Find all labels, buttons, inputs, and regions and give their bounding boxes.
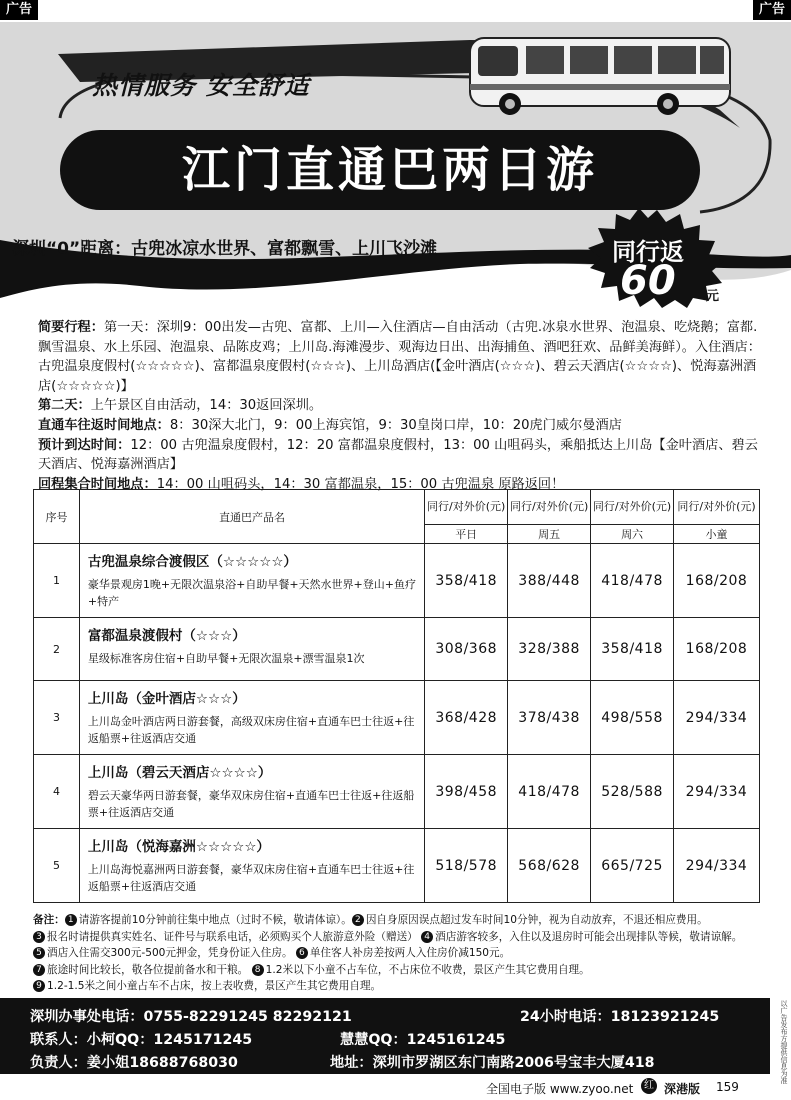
row-no: 4 — [34, 755, 80, 829]
price-child: 294/334 — [674, 755, 760, 829]
sub-header-friday: 周五 — [508, 525, 591, 544]
brief-label: 简要行程： — [38, 320, 104, 335]
note-item: 因自身原因误点超过发车时间10分钟，视为自动放弃，不退还相应费用。 — [365, 914, 708, 926]
notes-line — [33, 978, 768, 995]
row-no: 1 — [34, 544, 80, 618]
itinerary-bus — [38, 416, 768, 436]
note-number-icon: 6 — [296, 947, 308, 959]
footer-website: 全国电子版 www.zyoo.net — [486, 1082, 634, 1096]
notes-line — [33, 945, 768, 962]
page-number: 159 — [716, 1080, 739, 1094]
sub-header-child: 小童 — [674, 525, 760, 544]
note-number-icon: 7 — [33, 964, 45, 976]
row-no: 5 — [34, 829, 80, 903]
side-note: 以广告发布方提供信息为准 — [780, 1000, 788, 1084]
price-child: 168/208 — [674, 618, 760, 681]
table-row — [34, 681, 760, 755]
header-banner — [0, 0, 791, 312]
product-desc: 碧云天豪华两日游套餐，豪华双床房住宿+直通车巴士往返+往返船票+往返酒店交通 — [87, 789, 415, 819]
notes-line — [33, 929, 768, 946]
product-name: 富都温泉渡假村（☆☆☆） — [87, 628, 246, 644]
price-friday: 568/628 — [508, 829, 591, 903]
badge-unit: 元 — [706, 289, 720, 304]
itinerary-brief — [38, 318, 768, 396]
product-name: 古兜温泉综合渡假区（☆☆☆☆☆） — [87, 554, 297, 570]
row-no: 2 — [34, 618, 80, 681]
product-desc: 上川岛海悦嘉洲两日游套餐，豪华双床房住宿+直通车巴士往返+往返船票+往返酒店交通 — [87, 863, 415, 893]
page-title: 江门直通巴两日游 — [181, 142, 598, 198]
itinerary-day2 — [38, 396, 768, 416]
day2-label: 第二天： — [38, 398, 91, 414]
contact-person: 联系人：小柯QQ：1245171245 — [30, 1032, 253, 1048]
return-text: 14：00 山咀码头，14：30 富都温泉，15：00 古兜温泉 原路返回！ — [156, 476, 565, 492]
return-label: 回程集合时间地点： — [38, 476, 157, 492]
notes-label: 备注： — [33, 914, 65, 926]
brief-text: 第一天：深圳9：00出发—古兜、富都、上川—入住酒店—自由活动（古兜.冰泉水世界、泡温泉、吃烧鹅；富都.飘雪温泉、水上乐园、泡温泉、品陈皮鸡；上川岛.海滩漫步、观海边日出、出海捕鱼、酒吧狂欢、品鲜美海鲜）。入住酒店：古兜温泉度假村(☆☆☆☆☆)、富都温泉度假村(☆☆☆)、上川岛酒店(【金叶酒店(☆☆☆)、碧云天酒店(☆☆☆☆)、悦海嘉洲酒店(☆☆☆☆☆)】 — [38, 320, 761, 394]
notes — [33, 912, 768, 995]
manager: 负责人：姜小姐18688768030 — [30, 1055, 238, 1071]
note-item: 报名时请提供真实姓名、证件号与联系电话，必须购买个人旅游意外险（赠送） — [47, 930, 418, 943]
hotline-phone: 24小时电话：18123921245 — [520, 1009, 720, 1025]
price-child: 294/334 — [674, 829, 760, 903]
badge-label: 同行返 — [612, 238, 684, 266]
ad-tag-right: 广告 — [753, 0, 791, 20]
price-friday: 388/448 — [508, 544, 591, 618]
price-weekday: 358/418 — [425, 544, 508, 618]
product-cell — [79, 681, 424, 755]
price-saturday: 528/588 — [591, 755, 674, 829]
badge-number: 60 — [620, 258, 676, 304]
price-child: 168/208 — [674, 544, 760, 618]
product-desc: 上川岛金叶酒店两日游套餐，高级双床房住宿+直通车巴士往返+往返船票+往返酒店交通 — [87, 715, 415, 745]
price-weekday: 368/428 — [425, 681, 508, 755]
price-weekday: 518/578 — [425, 829, 508, 903]
note-item: 酒店游客较多，入住以及退房时可能会出现排队等候，敬请谅解。 — [435, 930, 743, 943]
footer-edition: 深港版 — [664, 1082, 701, 1096]
price-weekday: 308/368 — [425, 618, 508, 681]
price-child: 294/334 — [674, 681, 760, 755]
col-no-header: 序号 — [34, 490, 80, 544]
price-saturday: 498/558 — [591, 681, 674, 755]
ad-tag-left: 广告 — [0, 0, 38, 20]
price-table — [33, 489, 760, 903]
product-cell — [79, 755, 424, 829]
bus-text: 8：30深大北门，9：00上海宾馆，9：30皇岗口岸，10：20虎门威尔曼酒店 — [169, 417, 622, 433]
contact-bar — [0, 998, 770, 1074]
day2-text: 上午景区自由活动，14：30返回深圳。 — [90, 398, 323, 414]
price-header: 同行/对外价(元) — [425, 490, 508, 525]
product-cell — [79, 618, 424, 681]
notes-line — [33, 912, 768, 929]
table-row — [34, 829, 760, 903]
col-product-header: 直通巴产品名 — [79, 490, 424, 544]
note-number-icon: 9 — [33, 980, 45, 992]
note-item: 请游客提前10分钟前往集中地点（过时不候，敬请体谅）。 — [78, 914, 352, 926]
contact-qq2: 慧慧QQ：1245161245 — [340, 1032, 506, 1048]
product-name: 上川岛（悦海嘉洲☆☆☆☆☆） — [87, 839, 270, 855]
product-cell — [79, 544, 424, 618]
sub-header-saturday: 周六 — [591, 525, 674, 544]
notes-line — [33, 962, 768, 979]
product-name: 上川岛（金叶酒店☆☆☆） — [87, 691, 246, 707]
arrive-text: 12：00 古兜温泉度假村，12：20 富都温泉度假村，13：00 山咀码头，乘船抵达上川岛【金叶酒店、碧云天酒店、悦海嘉洲酒店】 — [38, 437, 758, 473]
table-row — [34, 755, 760, 829]
price-friday: 378/438 — [508, 681, 591, 755]
price-saturday: 358/418 — [591, 618, 674, 681]
table-row — [34, 618, 760, 681]
price-saturday: 665/725 — [591, 829, 674, 903]
price-header: 同行/对外价(元) — [674, 490, 760, 525]
itinerary — [38, 318, 768, 494]
table-row — [34, 544, 760, 618]
note-number-icon: 8 — [252, 964, 264, 976]
price-weekday: 398/458 — [425, 755, 508, 829]
product-desc: 豪华景观房1晚+无限次温泉浴+自助早餐+天然水世界+登山+鱼疗+特产 — [87, 578, 416, 608]
office-phone: 深圳办事处电话：0755-82291245 82292121 — [30, 1009, 352, 1025]
bus-illustration — [470, 38, 730, 115]
price-saturday: 418/478 — [591, 544, 674, 618]
note-item: 1.2-1.5米之间小童占车不占床，按上表收费，景区产生其它费用自理。 — [47, 980, 382, 992]
note-number-icon: 1 — [65, 914, 77, 926]
subtitle: 深圳“0”距离：古兜冰凉水世界、富都飘雪、上川飞沙滩 — [12, 239, 438, 259]
slogan: 热情服务 安全舒适 — [92, 71, 310, 100]
sub-header-weekday: 平日 — [425, 525, 508, 544]
row-no: 3 — [34, 681, 80, 755]
price-friday: 418/478 — [508, 755, 591, 829]
note-number-icon: 4 — [421, 931, 433, 943]
note-item: 酒店入住需交300元-500元押金，凭身份证入住房。 — [47, 947, 293, 959]
product-cell — [79, 829, 424, 903]
bus-label: 直通车往返时间地点： — [38, 417, 170, 433]
product-name: 上川岛（碧云天酒店☆☆☆☆） — [87, 765, 272, 781]
note-item: 1.2米以下小童不占车位，不占床位不收费，景区产生其它费用自理。 — [265, 963, 590, 976]
price-friday: 328/388 — [508, 618, 591, 681]
footer-logo-icon: 红 — [641, 1078, 657, 1094]
arrive-label: 预计到达时间： — [38, 437, 131, 453]
itinerary-arrive — [38, 436, 768, 475]
note-number-icon: 2 — [352, 914, 364, 926]
product-desc: 星级标准客房住宿+自助早餐+无限次温泉+漂雪温泉1次 — [87, 652, 365, 665]
note-number-icon: 5 — [33, 947, 45, 959]
price-header: 同行/对外价(元) — [508, 490, 591, 525]
price-header: 同行/对外价(元) — [591, 490, 674, 525]
note-item: 旅途时间比较长，敬各位提前备水和干粮。 — [47, 963, 249, 976]
address: 地址：深圳市罗湖区东门南路2006号宝丰大厦418 — [330, 1055, 655, 1071]
note-number-icon: 3 — [33, 931, 45, 943]
note-item: 单住客人补房差按两人入住房价减150元。 — [309, 947, 511, 959]
